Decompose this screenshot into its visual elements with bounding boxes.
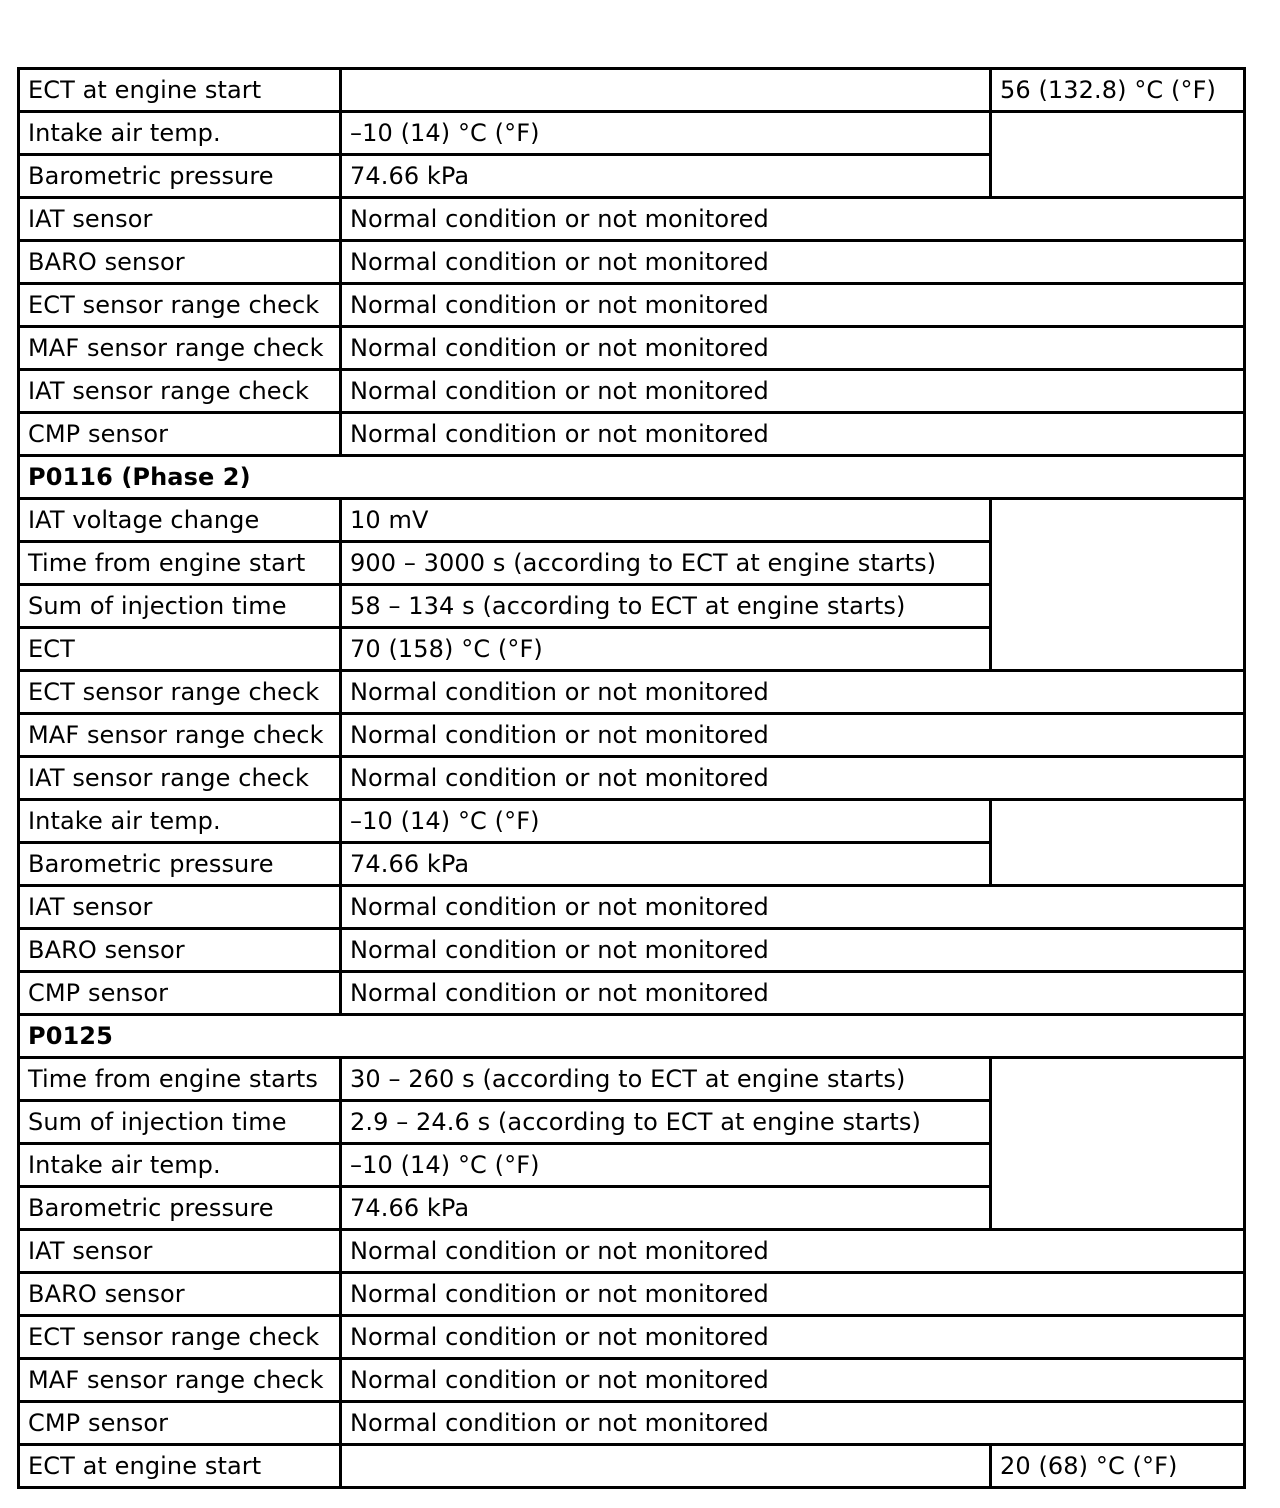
row-label: CMP sensor xyxy=(19,413,341,456)
row-label: IAT sensor xyxy=(19,198,341,241)
row-label: IAT voltage change xyxy=(19,499,341,542)
table-row xyxy=(19,1273,1245,1316)
row-value: –10 (14) °C (°F) xyxy=(341,1144,991,1187)
section-row xyxy=(19,456,1245,499)
table-row xyxy=(19,800,1245,843)
table-row xyxy=(19,284,1245,327)
row-value: Normal condition or not monitored xyxy=(341,413,1245,456)
row-value: Normal condition or not monitored xyxy=(341,1402,1245,1445)
row-value: Normal condition or not monitored xyxy=(341,929,1245,972)
spec-table xyxy=(17,67,1246,1489)
row-label: IAT sensor range check xyxy=(19,757,341,800)
row-label: Sum of injection time xyxy=(19,585,341,628)
row-label: Barometric pressure xyxy=(19,1187,341,1230)
row-label: Sum of injection time xyxy=(19,1101,341,1144)
row-value: Normal condition or not monitored xyxy=(341,886,1245,929)
row-label: IAT sensor xyxy=(19,1230,341,1273)
table-row xyxy=(19,241,1245,284)
row-label: Time from engine starts xyxy=(19,1058,341,1101)
table-row xyxy=(19,929,1245,972)
row-label: Barometric pressure xyxy=(19,843,341,886)
row-label: CMP sensor xyxy=(19,1402,341,1445)
row-label: Intake air temp. xyxy=(19,112,341,155)
row-value: 58 – 134 s (according to ECT at engine starts) xyxy=(341,585,991,628)
row-value: –10 (14) °C (°F) xyxy=(341,800,991,843)
row-value: Normal condition or not monitored xyxy=(341,671,1245,714)
row-value xyxy=(341,69,991,112)
row-label: ECT xyxy=(19,628,341,671)
row-value: 2.9 – 24.6 s (according to ECT at engine starts) xyxy=(341,1101,991,1144)
row-label: Barometric pressure xyxy=(19,155,341,198)
section-title: P0125 xyxy=(19,1015,1245,1058)
row-label: ECT sensor range check xyxy=(19,671,341,714)
table-row xyxy=(19,671,1245,714)
row-label: Intake air temp. xyxy=(19,1144,341,1187)
row-label: BARO sensor xyxy=(19,929,341,972)
row-value: Normal condition or not monitored xyxy=(341,1359,1245,1402)
row-value: 900 – 3000 s (according to ECT at engine starts) xyxy=(341,542,991,585)
table-row xyxy=(19,714,1245,757)
row-label: ECT at engine start xyxy=(19,1445,341,1488)
row-value: Normal condition or not monitored xyxy=(341,714,1245,757)
section-title: P0116 (Phase 2) xyxy=(19,456,1245,499)
section-row xyxy=(19,1015,1245,1058)
row-label: BARO sensor xyxy=(19,241,341,284)
row-label: BARO sensor xyxy=(19,1273,341,1316)
row-value: Normal condition or not monitored xyxy=(341,327,1245,370)
row-label: MAF sensor range check xyxy=(19,1359,341,1402)
table-row xyxy=(19,1316,1245,1359)
table-row xyxy=(19,327,1245,370)
table-row xyxy=(19,757,1245,800)
row-label: CMP sensor xyxy=(19,972,341,1015)
table-row xyxy=(19,1058,1245,1101)
row-value: Normal condition or not monitored xyxy=(341,241,1245,284)
blank-cell xyxy=(991,499,1245,671)
row-value: Normal condition or not monitored xyxy=(341,1273,1245,1316)
table-row xyxy=(19,1359,1245,1402)
row-label: ECT sensor range check xyxy=(19,284,341,327)
row-value: Normal condition or not monitored xyxy=(341,972,1245,1015)
blank-cell xyxy=(991,1058,1245,1230)
row-label: ECT sensor range check xyxy=(19,1316,341,1359)
table-row xyxy=(19,972,1245,1015)
row-value: Normal condition or not monitored xyxy=(341,370,1245,413)
table-row xyxy=(19,886,1245,929)
blank-cell xyxy=(991,800,1245,886)
table-row xyxy=(19,499,1245,542)
row-label: Intake air temp. xyxy=(19,800,341,843)
row-value: –10 (14) °C (°F) xyxy=(341,112,991,155)
table-row xyxy=(19,413,1245,456)
row-label: MAF sensor range check xyxy=(19,327,341,370)
row-value: 74.66 kPa xyxy=(341,843,991,886)
row-value: 10 mV xyxy=(341,499,991,542)
table-row xyxy=(19,370,1245,413)
row-extra-value: 56 (132.8) °C (°F) xyxy=(991,69,1245,112)
table-row xyxy=(19,69,1245,112)
table-row xyxy=(19,112,1245,155)
row-value: 74.66 kPa xyxy=(341,1187,991,1230)
table-row xyxy=(19,1445,1245,1488)
table-row xyxy=(19,1230,1245,1273)
row-extra-value: 20 (68) °C (°F) xyxy=(991,1445,1245,1488)
row-value: Normal condition or not monitored xyxy=(341,198,1245,241)
row-label: ECT at engine start xyxy=(19,69,341,112)
row-value: 74.66 kPa xyxy=(341,155,991,198)
row-label: IAT sensor range check xyxy=(19,370,341,413)
row-value xyxy=(341,1445,991,1488)
blank-cell xyxy=(991,112,1245,198)
row-value: Normal condition or not monitored xyxy=(341,1316,1245,1359)
row-value: Normal condition or not monitored xyxy=(341,284,1245,327)
row-label: Time from engine start xyxy=(19,542,341,585)
table-row xyxy=(19,198,1245,241)
row-value: 70 (158) °C (°F) xyxy=(341,628,991,671)
row-label: MAF sensor range check xyxy=(19,714,341,757)
row-value: Normal condition or not monitored xyxy=(341,757,1245,800)
table-row xyxy=(19,1402,1245,1445)
row-value: Normal condition or not monitored xyxy=(341,1230,1245,1273)
row-value: 30 – 260 s (according to ECT at engine starts) xyxy=(341,1058,991,1101)
row-label: IAT sensor xyxy=(19,886,341,929)
